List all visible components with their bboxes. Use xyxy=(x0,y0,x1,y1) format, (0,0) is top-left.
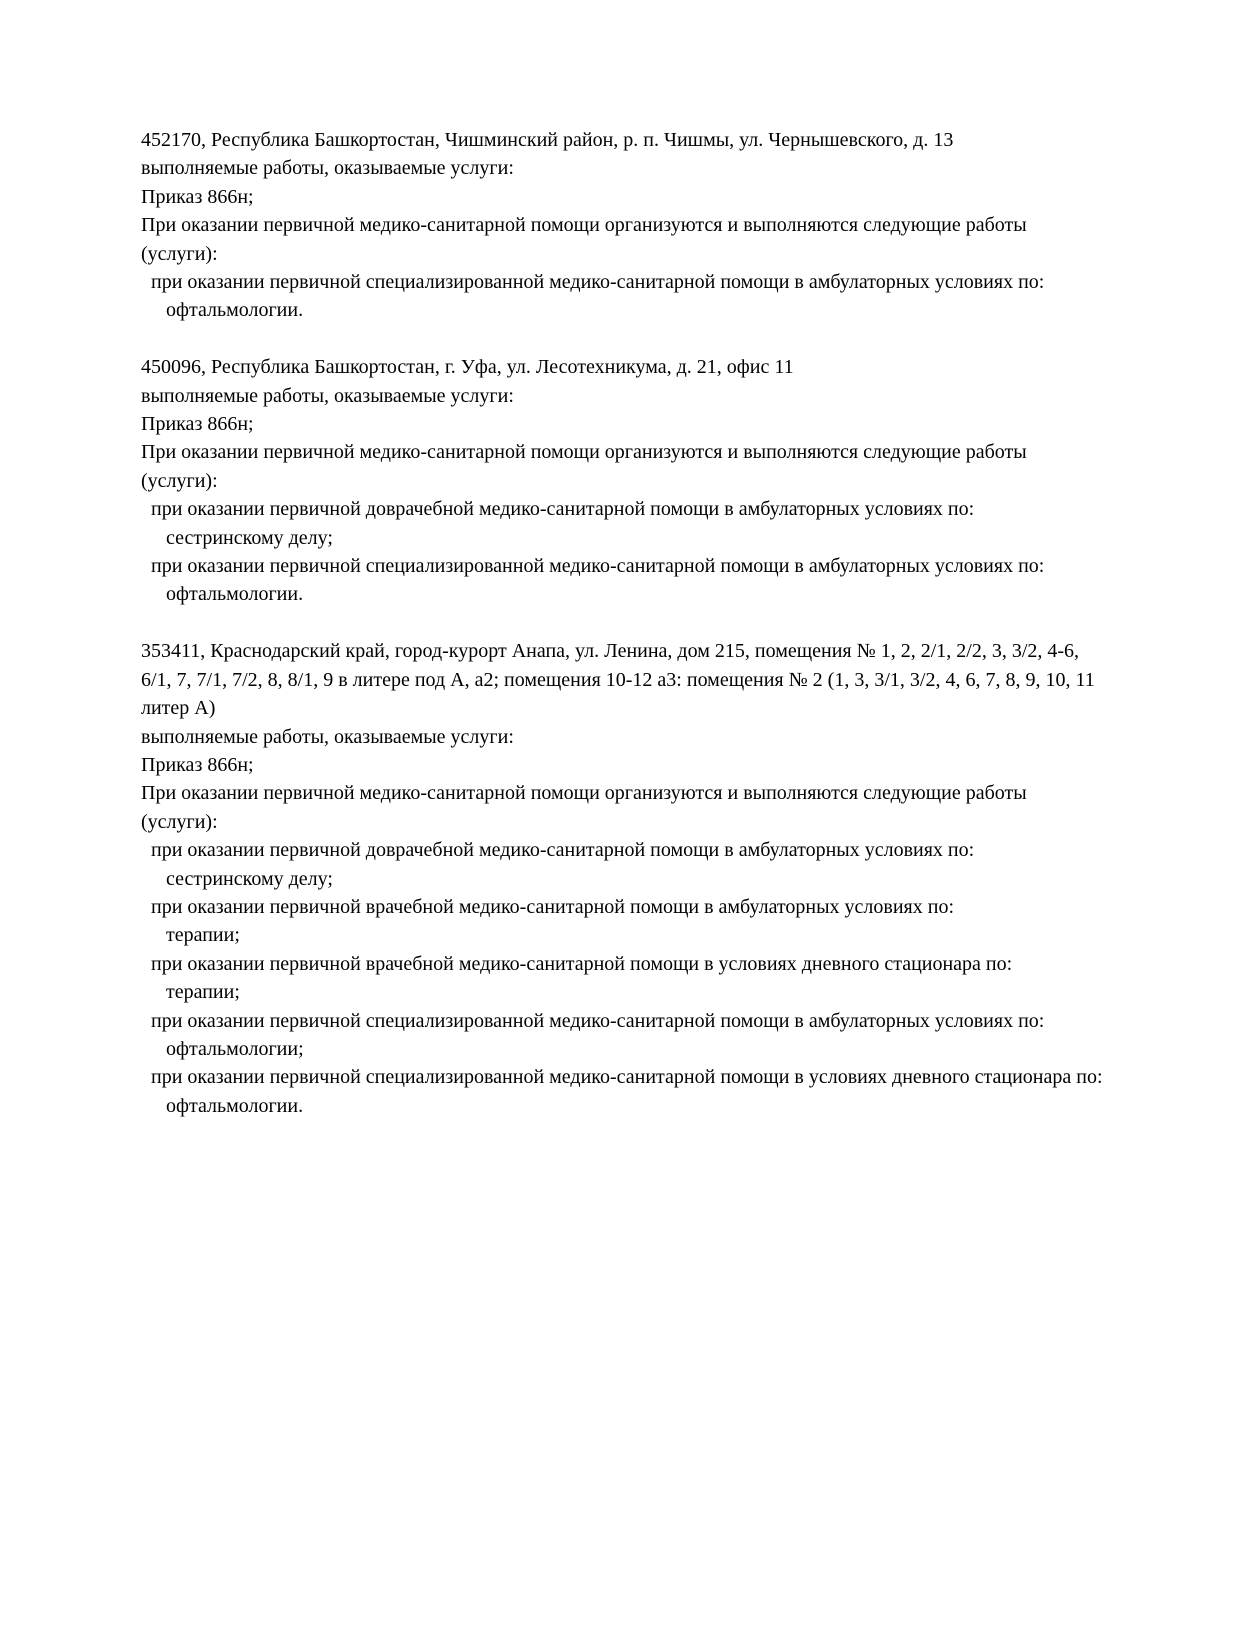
service-item: при оказании первичной специализированной медико-санитарной помощи в амбулаторных условиях по: xyxy=(151,1009,1045,1032)
order-label: Приказ 866н; xyxy=(141,185,254,208)
service-item: при оказании первичной доврачебной медико-санитарной помощи в амбулаторных условиях по: xyxy=(151,498,975,521)
specialty-item: сестринскому делу; xyxy=(166,867,333,890)
works-services-label: выполняемые работы, оказываемые услуги: xyxy=(141,157,514,180)
service-item: при оказании первичной доврачебной медико-санитарной помощи в амбулаторных условиях по: xyxy=(151,839,975,862)
order-label: Приказ 866н; xyxy=(141,413,254,436)
order-label: Приказ 866н; xyxy=(141,753,254,776)
service-item: при оказании первичной врачебной медико-санитарной помощи в условиях дневного стационара по: xyxy=(151,952,1013,975)
specialty-item: офтальмологии; xyxy=(166,1037,304,1060)
license-entry xyxy=(141,126,1107,325)
document-body xyxy=(141,126,1107,1149)
service-item: при оказании первичной специализированной медико-санитарной помощи в амбулаторных условиях по: xyxy=(151,555,1045,578)
specialty-item: офтальмологии. xyxy=(166,299,304,322)
intro-paragraph: При оказании первичной медико-санитарной помощи организуются и выполняются следующие работы (услуги): xyxy=(141,441,1027,492)
intro-paragraph: При оказании первичной медико-санитарной помощи организуются и выполняются следующие работы (услуги): xyxy=(141,782,1027,833)
service-item: при оказании первичной врачебной медико-санитарной помощи в амбулаторных условиях по: xyxy=(151,895,955,918)
specialty-item: терапии; xyxy=(166,981,240,1004)
service-item: при оказании первичной специализированной медико-санитарной помощи в условиях дневного стационара по: xyxy=(151,1066,1103,1089)
specialty-item: офтальмологии. xyxy=(166,1094,304,1117)
works-services-label: выполняемые работы, оказываемые услуги: xyxy=(141,725,514,748)
specialty-item: сестринскому делу; xyxy=(166,526,333,549)
specialty-item: офтальмологии. xyxy=(166,583,304,606)
address-line: 450096, Республика Башкортостан, г. Уфа, ул. Лесотехникума, д. 21, офис 11 xyxy=(141,356,794,379)
service-item: при оказании первичной специализированной медико-санитарной помощи в амбулаторных условиях по: xyxy=(151,271,1045,294)
address-line: 353411, Краснодарский край, город-курорт Анапа, ул. Ленина, дом 215, помещения № 1, 2, 2/1, 2/2, 3, 3/2, 4-6, 6/1, 7, 7/1, 7/2, 8, 8/1, 9 в литере под А, а2; помещения 10-12 а3: помещения № 2 (1, 3, 3/1, 3/2, 4, 6, 7, 8, 9, 10, 11 литер А) xyxy=(141,640,1095,720)
address-line: 452170, Республика Башкортостан, Чишминский район, р. п. Чишмы, ул. Чернышевского, д. 13 xyxy=(141,129,954,151)
intro-paragraph: При оказании первичной медико-санитарной помощи организуются и выполняются следующие работы (услуги): xyxy=(141,214,1027,265)
works-services-label: выполняемые работы, оказываемые услуги: xyxy=(141,384,514,407)
specialty-item: терапии; xyxy=(166,924,240,947)
license-entry xyxy=(141,353,1107,609)
license-entry xyxy=(141,637,1107,1120)
